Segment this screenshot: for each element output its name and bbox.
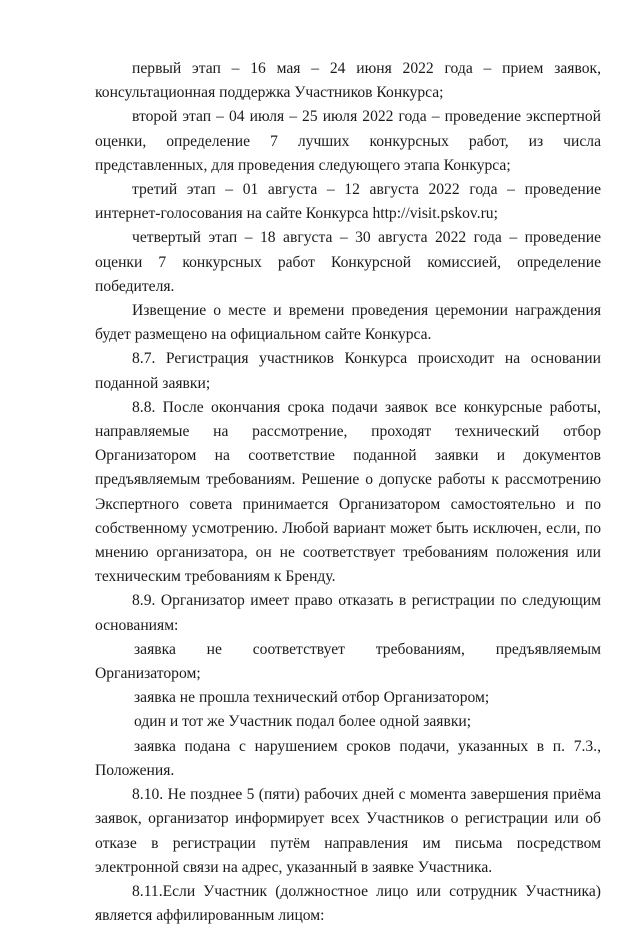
paragraph-8-11: 8.11.Если Участник (должностное лицо или сотрудник Участника) является аффилированным лицом: [95, 882, 601, 925]
paragraph-award-notice: Извещение о месте и времени проведения церемонии награждения будет размещено на официальном сайте Конкурса. [95, 302, 601, 344]
refusal-reason-3: один и тот же Участник подал более одной заявки; [134, 713, 472, 731]
paragraph-8-7: 8.7. Регистрация участников Конкурса происходит на основании поданной заявки; [95, 350, 601, 392]
paragraph-stage-1: первый этап – 16 мая – 24 июня 2022 года – прием заявок, консультационная поддержка Участников Конкурса; [95, 60, 601, 102]
paragraph-stage-2: второй этап – 04 июля – 25 июля 2022 года – проведение экспертной оценки, определение 7 лучших конкурсных работ, из числа представленных, для проведения следующего этапа Конкурса; [95, 108, 601, 174]
paragraph-8-10: 8.10. Не позднее 5 (пяти) рабочих дней с момента завершения приёма заявок, организатор информирует всех Участников о регистрации или об отказе в регистрации путём направления им письма посредством электронной связи на адрес, указанный в заявке Участника. [95, 786, 601, 876]
paragraph-8-9: 8.9. Организатор имеет право отказать в регистрации по следующим основаниям: [95, 592, 601, 634]
refusal-reason-4: заявка подана с нарушением сроков подачи, указанных в п. 7.3., Положения. [95, 737, 601, 779]
paragraph-stage-3: третий этап – 01 августа – 12 августа 2022 года – проведение интернет-голосования на сайте Конкурса http://visit.pskov.ru; [95, 181, 601, 223]
paragraph-8-8: 8.8. После окончания срока подачи заявок все конкурсные работы, направляемые на рассмотрение, проходят технический отбор Организатором на соответствие поданной заявки и документов предъявляемым требованиям. Решение о допуске работы к рассмотрению Экспертного совета принимается Организатором самостоятельно и по собственному усмотрению. Любой вариант может быть исключен, если, по мнению организатора, он не соответствует требованиям положения или техническим требованиям к Бренду. [95, 398, 601, 586]
refusal-reason-2: заявка не прошла технический отбор Организатором; [134, 689, 490, 707]
document-page [95, 57, 601, 928]
refusal-reason-1: заявка не соответствует требованиям, предъявляемым Организатором; [95, 640, 601, 683]
paragraph-stage-4: четвертый этап – 18 августа – 30 августа 2022 года – проведение оценки 7 конкурсных работ Конкурсной комиссией, определение победителя. [95, 229, 601, 295]
